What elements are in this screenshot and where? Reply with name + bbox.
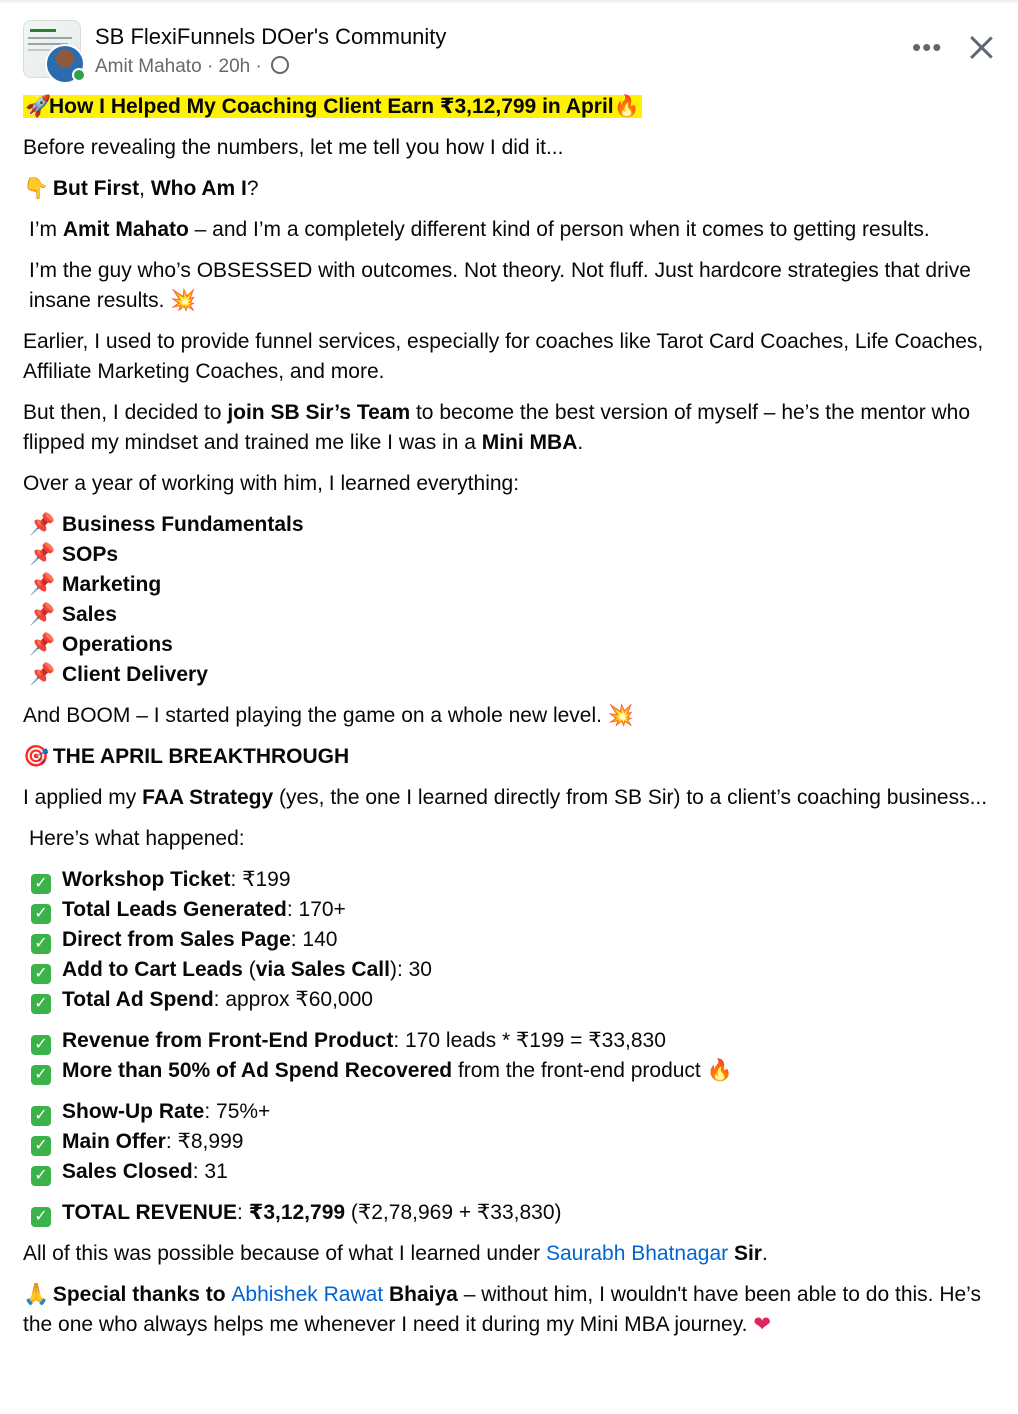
list-item: ✓ More than 50% of Ad Spend Recovered from the front-end product 🔥	[23, 1056, 1003, 1086]
list-item: ✓ Add to Cart Leads (via Sales Call): 30	[23, 955, 1003, 985]
pin-icon: 📌	[29, 573, 56, 596]
mentor-paragraph: All of this was possible because of what I learned under Saurabh Bhatnagar Sir.	[23, 1242, 768, 1265]
check-icon: ✓	[31, 1035, 51, 1055]
intro-paragraph: I’m Amit Mahato – and I’m a completely different kind of person when it comes to getting results.	[29, 218, 930, 241]
team-paragraph: But then, I decided to join SB Sir’s Team to become the best version of myself – he’s the mentor who flipped my mindset and trained me like I was in a Mini MBA.	[23, 401, 971, 454]
group-name-link[interactable]: SB FlexiFunnels DOer's Community	[95, 24, 447, 49]
close-icon[interactable]	[966, 32, 996, 62]
pin-icon: 📌	[29, 633, 56, 656]
thanks-paragraph: 🙏 Special thanks to Abhishek Rawat Bhaiya – without him, I wouldn't have been able to do this. He’s the one who always helps me whenever I need it during my Mini MBA journey. ❤	[23, 1280, 1003, 1340]
heart-icon: ❤	[753, 1313, 771, 1336]
learned-intro: Over a year of working with him, I learned everything:	[23, 472, 520, 495]
pin-icon: 📌	[29, 663, 56, 686]
globe-icon[interactable]	[271, 56, 289, 74]
pin-icon: 📌	[29, 543, 56, 566]
learned-list	[23, 510, 1003, 690]
who-am-i-heading: 👇 But First, Who Am I?	[23, 174, 1003, 204]
list-item: ✓ Revenue from Front-End Product: 170 leads * ₹199 = ₹33,830	[23, 1026, 1003, 1056]
list-item: 📌 Business Fundamentals	[23, 510, 1003, 540]
intro-text: Before revealing the numbers, let me tell you how I did it...	[23, 136, 564, 159]
fire-icon: 🔥	[706, 1059, 733, 1082]
list-item: 📌 Operations	[23, 630, 1003, 660]
section-heading: 🎯 THE APRIL BREAKTHROUGH	[23, 742, 1003, 772]
list-item: ✓ TOTAL REVENUE: ₹3,12,799 (₹2,78,969 + ₹33,830)	[23, 1198, 1003, 1228]
pin-icon: 📌	[29, 603, 56, 626]
list-item: 📌 Client Delivery	[23, 660, 1003, 690]
list-item: ✓ Main Offer: ₹8,999	[23, 1127, 1003, 1157]
online-status-dot	[72, 68, 86, 82]
list-item: ✓ Sales Closed: 31	[23, 1157, 1003, 1187]
list-item: ✓ Total Ad Spend: approx ₹60,000	[23, 985, 1003, 1015]
more-options-button[interactable]: •••	[912, 32, 943, 62]
author-name-link[interactable]: Amit Mahato	[95, 56, 202, 77]
target-icon: 🎯	[23, 745, 50, 768]
rocket-icon: 🚀	[25, 95, 52, 118]
pray-icon: 🙏	[23, 1283, 50, 1306]
boom-icon: 💥	[170, 289, 197, 312]
boom-icon: 💥	[607, 704, 634, 727]
check-icon: ✓	[31, 1065, 51, 1085]
check-icon: ✓	[31, 1166, 51, 1186]
check-icon: ✓	[31, 964, 51, 984]
list-item: 📌 Marketing	[23, 570, 1003, 600]
check-icon: ✓	[31, 934, 51, 954]
earlier-paragraph: Earlier, I used to provide funnel services, especially for coaches like Tarot Card Coaches, Life Coaches, Affiliate Marketing Coaches, and more.	[23, 330, 984, 383]
total-revenue	[23, 1198, 1003, 1228]
pin-icon: 📌	[29, 513, 56, 536]
check-icon: ✓	[31, 994, 51, 1014]
list-item: ✓ Workshop Ticket: ₹199	[23, 865, 1003, 895]
list-item: ✓ Direct from Sales Page: 140	[23, 925, 1003, 955]
post-timestamp[interactable]: 20h	[218, 56, 251, 77]
point-down-icon: 👇	[23, 177, 50, 200]
headline: 🚀How I Helped My Coaching Client Earn ₹3,12,799 in April🔥	[23, 92, 1003, 122]
check-icon: ✓	[31, 904, 51, 924]
fire-icon: 🔥	[613, 95, 640, 118]
list-item: 📌 SOPs	[23, 540, 1003, 570]
check-icon: ✓	[31, 874, 51, 894]
stats-list-1	[23, 865, 1003, 1015]
stats-list-3	[23, 1097, 1003, 1187]
obsessed-paragraph: I’m the guy who’s OBSESSED with outcomes. Not theory. Not fluff. Just hardcore strategies that drive insane results. 💥	[29, 259, 971, 312]
strategy-paragraph: I applied my FAA Strategy (yes, the one I learned directly from SB Sir) to a client’s coaching business...	[23, 786, 988, 809]
list-item: ✓ Show-Up Rate: 75%+	[23, 1097, 1003, 1127]
happened-text: Here’s what happened:	[29, 827, 245, 850]
abhishek-link[interactable]: Abhishek Rawat	[231, 1283, 384, 1306]
check-icon: ✓	[31, 1207, 51, 1227]
post-body	[23, 92, 1003, 1351]
mentor-link[interactable]: Saurabh Bhatnagar	[545, 1242, 729, 1265]
stats-list-2	[23, 1026, 1003, 1086]
list-item: ✓ Total Leads Generated: 170+	[23, 895, 1003, 925]
post-meta: Amit Mahato · 20h ·	[95, 56, 289, 78]
check-icon: ✓	[31, 1106, 51, 1126]
post-header	[23, 20, 1003, 82]
check-icon: ✓	[31, 1136, 51, 1156]
boom-paragraph: And BOOM – I started playing the game on a whole new level. 💥	[23, 704, 634, 727]
list-item: 📌 Sales	[23, 600, 1003, 630]
top-divider	[0, 0, 1018, 4]
